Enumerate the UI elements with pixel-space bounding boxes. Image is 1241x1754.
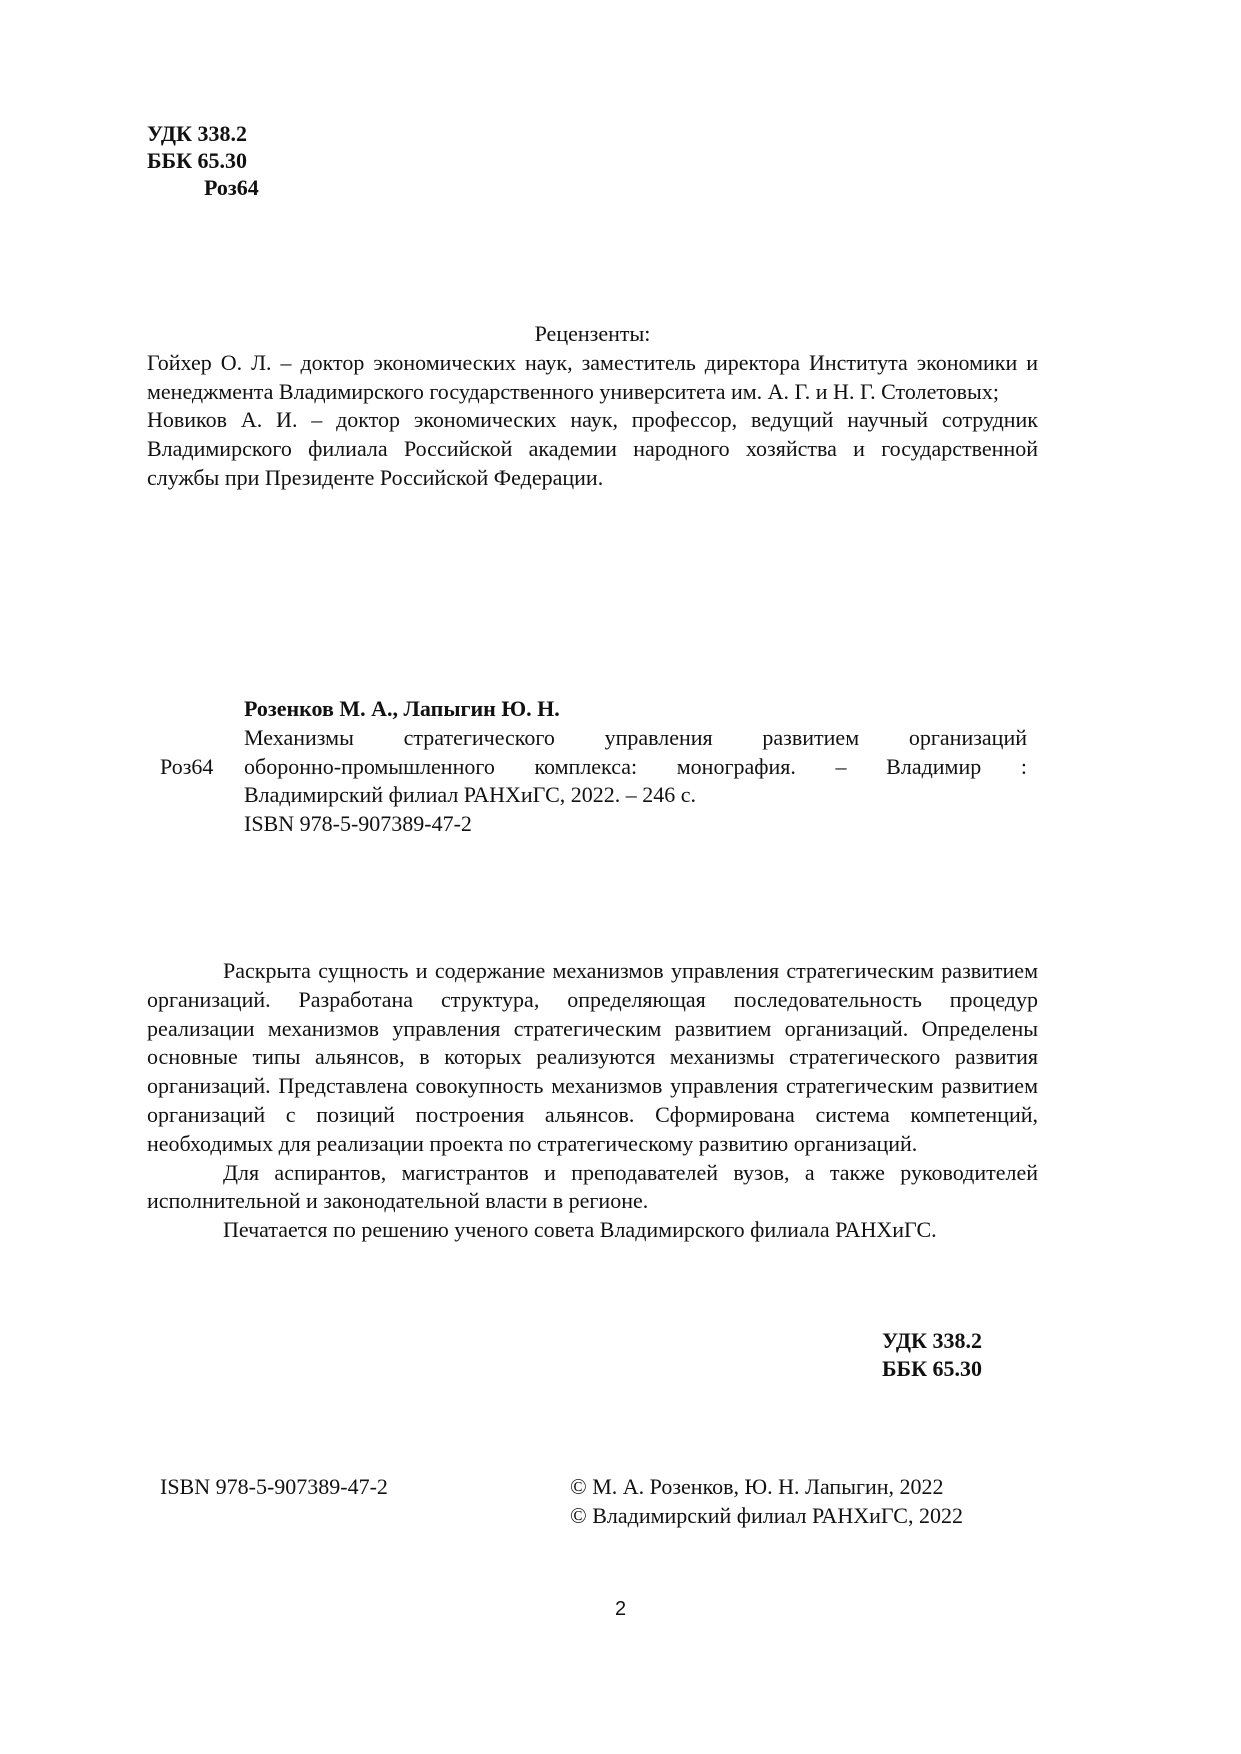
copyright-block [570, 1473, 963, 1531]
book-isbn: ISBN 978-5-907389-47-2 [244, 811, 472, 837]
reviewers-block [147, 320, 1038, 493]
book-title-line-1: Механизмы стратегического управления развитием организаций [244, 724, 1027, 750]
catalog-card-code: Роз64 [160, 753, 214, 779]
abstract-paragraph-2: Для аспирантов, магистрантов и преподавателей вузов, а также руководителей исполнительной и законодательной власти в регионе. [147, 1159, 1038, 1214]
classification-header [147, 120, 259, 201]
udk-code: УДК 338.2 [147, 121, 248, 146]
book-authors: Розенков М. А., Лапыгин Ю. Н. [244, 696, 560, 721]
footer-bbk-code: ББК 65.30 [882, 1356, 983, 1381]
reviewers-title: Рецензенты: [534, 321, 651, 346]
book-title-line-2: оборонно-промышленного комплекса: монография. – Владимир : [244, 753, 1027, 779]
abstract-paragraph-1: Раскрыта сущность и содержание механизмов управления стратегическим развитием организаций. Разработана структура, определяющая последовательность процедур реализации механизмов управления стратегическим развитием организаций. Определены основные типы альянсов, в которых реализуются механизмы стратегического развития организаций. Представлена совокупность механизмов управления стратегическим развитием организаций с позиций построения альянсов. Сформирована система компетенций, необходимых для реализации проекта по стратегическому развитию организаций. [147, 958, 1038, 1156]
reviewer-entry-2: Новиков А. И. – доктор экономических наук, профессор, ведущий научный сотрудник Владимирского филиала Российской академии народного хозяйства и государственной службы при Президенте Российской Федерации. [147, 407, 1038, 490]
abstract-block [147, 957, 1038, 1245]
reviewer-entry-1: Гойхер О. Л. – доктор экономических наук, заместитель директора Института экономики и менеджмента Владимирского государственного университета им. А. Г. и Н. Г. Столетовых; [147, 349, 1038, 404]
bbk-code: ББК 65.30 [147, 148, 248, 173]
footer-isbn: ISBN 978-5-907389-47-2 [160, 1474, 388, 1499]
catalog-card-body [244, 695, 1027, 839]
copyright-authors: © М. А. Розенков, Ю. Н. Лапыгин, 2022 [570, 1474, 944, 1499]
footer-udk-code: УДК 338.2 [882, 1328, 983, 1353]
author-sign: Роз64 [204, 175, 259, 200]
abstract-paragraph-3: Печатается по решению ученого совета Владимирского филиала РАНХиГС. [223, 1217, 937, 1243]
book-title-line-3: Владимирский филиал РАНХиГС, 2022. – 246 с. [244, 782, 697, 808]
copyright-publisher: © Владимирский филиал РАНХиГС, 2022 [570, 1502, 963, 1528]
footer-classification [882, 1327, 982, 1383]
page-number: 2 [614, 1598, 627, 1620]
